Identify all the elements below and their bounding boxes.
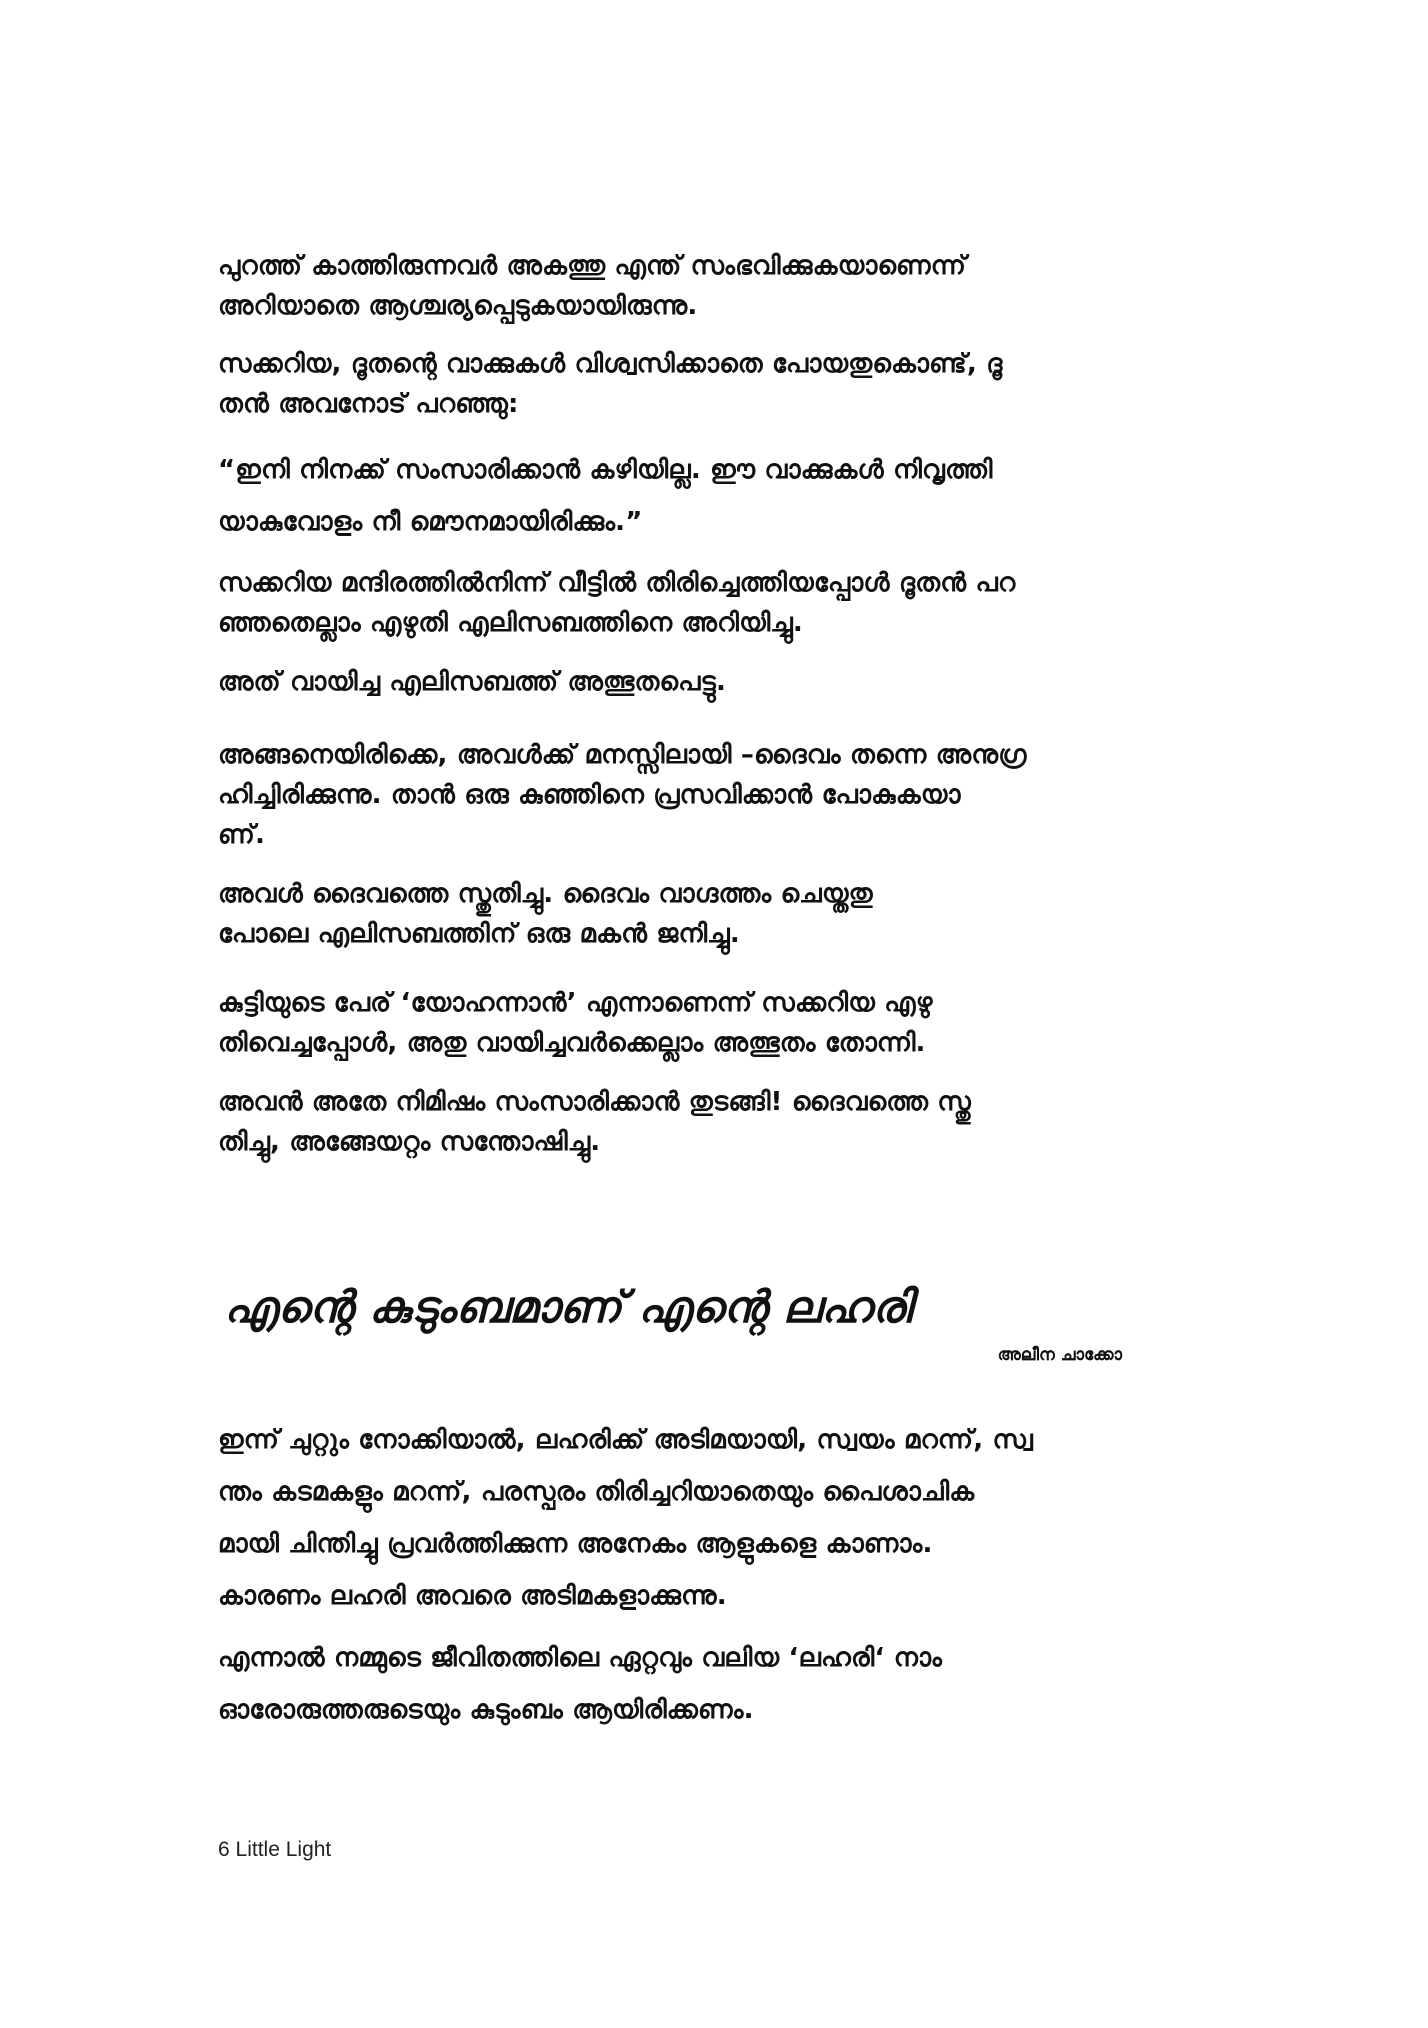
text-line: സക്കറിയ മന്ദിരത്തിൽനിന്ന് വീട്ടിൽ തിരിച്ചെത്തിയപ്പോൾ ദൂതൻ പറ — [218, 568, 1016, 598]
text-line: കാരണം ലഹരി അവരെ അടിമകളാക്കുന്നു. — [218, 1581, 727, 1611]
text-line: അങ്ങനെയിരിക്കെ, അവൾക്ക് മനസ്സിലായി –ദൈവം തന്നെ അനുഗ്ര — [218, 740, 1027, 770]
text-line: തിച്ചു, അങ്ങേയറ്റം സന്തോഷിച്ചു. — [218, 1127, 601, 1157]
text-line: ണ്. — [218, 820, 266, 850]
page-number: 6 — [218, 1838, 230, 1861]
paragraph-8 — [218, 983, 1218, 1063]
text-line: ന്തം കടമകളും മറന്ന്, പരസ്പരം തിരിച്ചറിയാതെയും പൈശാചിക — [218, 1477, 975, 1507]
text-line: തിവെച്ചപ്പോൾ, അതു വായിച്ചവർക്കെല്ലാം അത്ഭുതം തോന്നി. — [218, 1028, 926, 1058]
text-line: അത് വായിച്ച എലിസബത്ത് അത്ഭുതപെട്ടു. — [218, 667, 727, 697]
paragraph-7 — [218, 874, 1218, 954]
text-line: എന്നാൽ നമ്മുടെ ജീവിതത്തിലെ ഏറ്റവും വലിയ ‘ലഹരി‘ നാം — [218, 1643, 943, 1673]
text-line: പുറത്ത് കാത്തിരുന്നവർ അകത്തു എന്ത് സംഭവിക്കുകയാണെന്ന് — [218, 251, 967, 281]
article-title: എന്റെ കുടുംബമാണ് എന്റെ ലഹരി — [224, 1282, 912, 1333]
paragraph-9 — [218, 1082, 1218, 1162]
paragraph-3-quote — [218, 444, 1218, 548]
text-line: ഓരോരുത്തരുടെയും കുടുംബം ആയിരിക്കണം. — [218, 1695, 754, 1725]
text-line: അവൾ ദൈവത്തെ സ്തുതിച്ചു. ദൈവം വാഗ്ദത്തം ചെയ്തതു — [218, 879, 873, 909]
text-line: കുട്ടിയുടെ പേര് ‘യോഹന്നാൻ’ എന്നാണെന്ന് സക്കറിയ എഴു — [218, 988, 933, 1018]
text-line: അവൻ അതേ നിമിഷം സംസാരിക്കാൻ തുടങ്ങി! ദൈവത്തെ സ്തു — [218, 1087, 971, 1117]
paragraph-1 — [218, 246, 1218, 326]
paragraph-5 — [218, 662, 1218, 702]
text-line: യാകുവോളം നീ മൌനമായിരിക്കും.” — [218, 507, 643, 537]
text-line: ഹിച്ചിരിക്കുന്നു. താൻ ഒരു കുഞ്ഞിനെ പ്രസവിക്കാൻ പോകുകയാ — [218, 780, 961, 810]
paragraph-6 — [218, 735, 1218, 855]
text-line: തൻ അവനോട് പറഞ്ഞു: — [218, 389, 519, 419]
text-line: പോലെ എലിസബത്തിന് ഒരു മകൻ ജനിച്ചു. — [218, 919, 740, 949]
text-line: സക്കറിയ, ദൂതന്റെ വാക്കുകൾ വിശ്വസിക്കാതെ പോയതുകൊണ്ട്, ദൂ — [218, 349, 1003, 379]
article-paragraph-1 — [218, 1414, 1218, 1622]
article-paragraph-2 — [218, 1632, 1218, 1736]
page-footer — [218, 1836, 331, 1864]
article-author: അലീന ചാക്കോ — [997, 1345, 1122, 1365]
paragraph-2 — [218, 344, 1218, 424]
publication-name: Little Light — [235, 1838, 332, 1861]
text-line: ഇന്ന് ചുറ്റും നോക്കിയാൽ, ലഹരിക്ക് അടിമയായി, സ്വയം മറന്ന്, സ്വ — [218, 1425, 1034, 1455]
text-line: മായി ചിന്തിച്ചു പ്രവർത്തിക്കുന്ന അനേകം ആളുകളെ കാണാം. — [218, 1529, 933, 1559]
paragraph-4 — [218, 563, 1218, 643]
text-line: ഞ്ഞതെല്ലാം എഴുതി എലിസബത്തിനെ അറിയിച്ചു. — [218, 608, 803, 638]
text-line: “ഇനി നിനക്ക് സംസാരിക്കാൻ കഴിയില്ല. ഈ വാക്കുകൾ നിവൃത്തി — [218, 455, 993, 485]
text-line: അറിയാതെ ആശ്ചര്യപ്പെടുകയായിരുന്നു. — [218, 291, 698, 321]
